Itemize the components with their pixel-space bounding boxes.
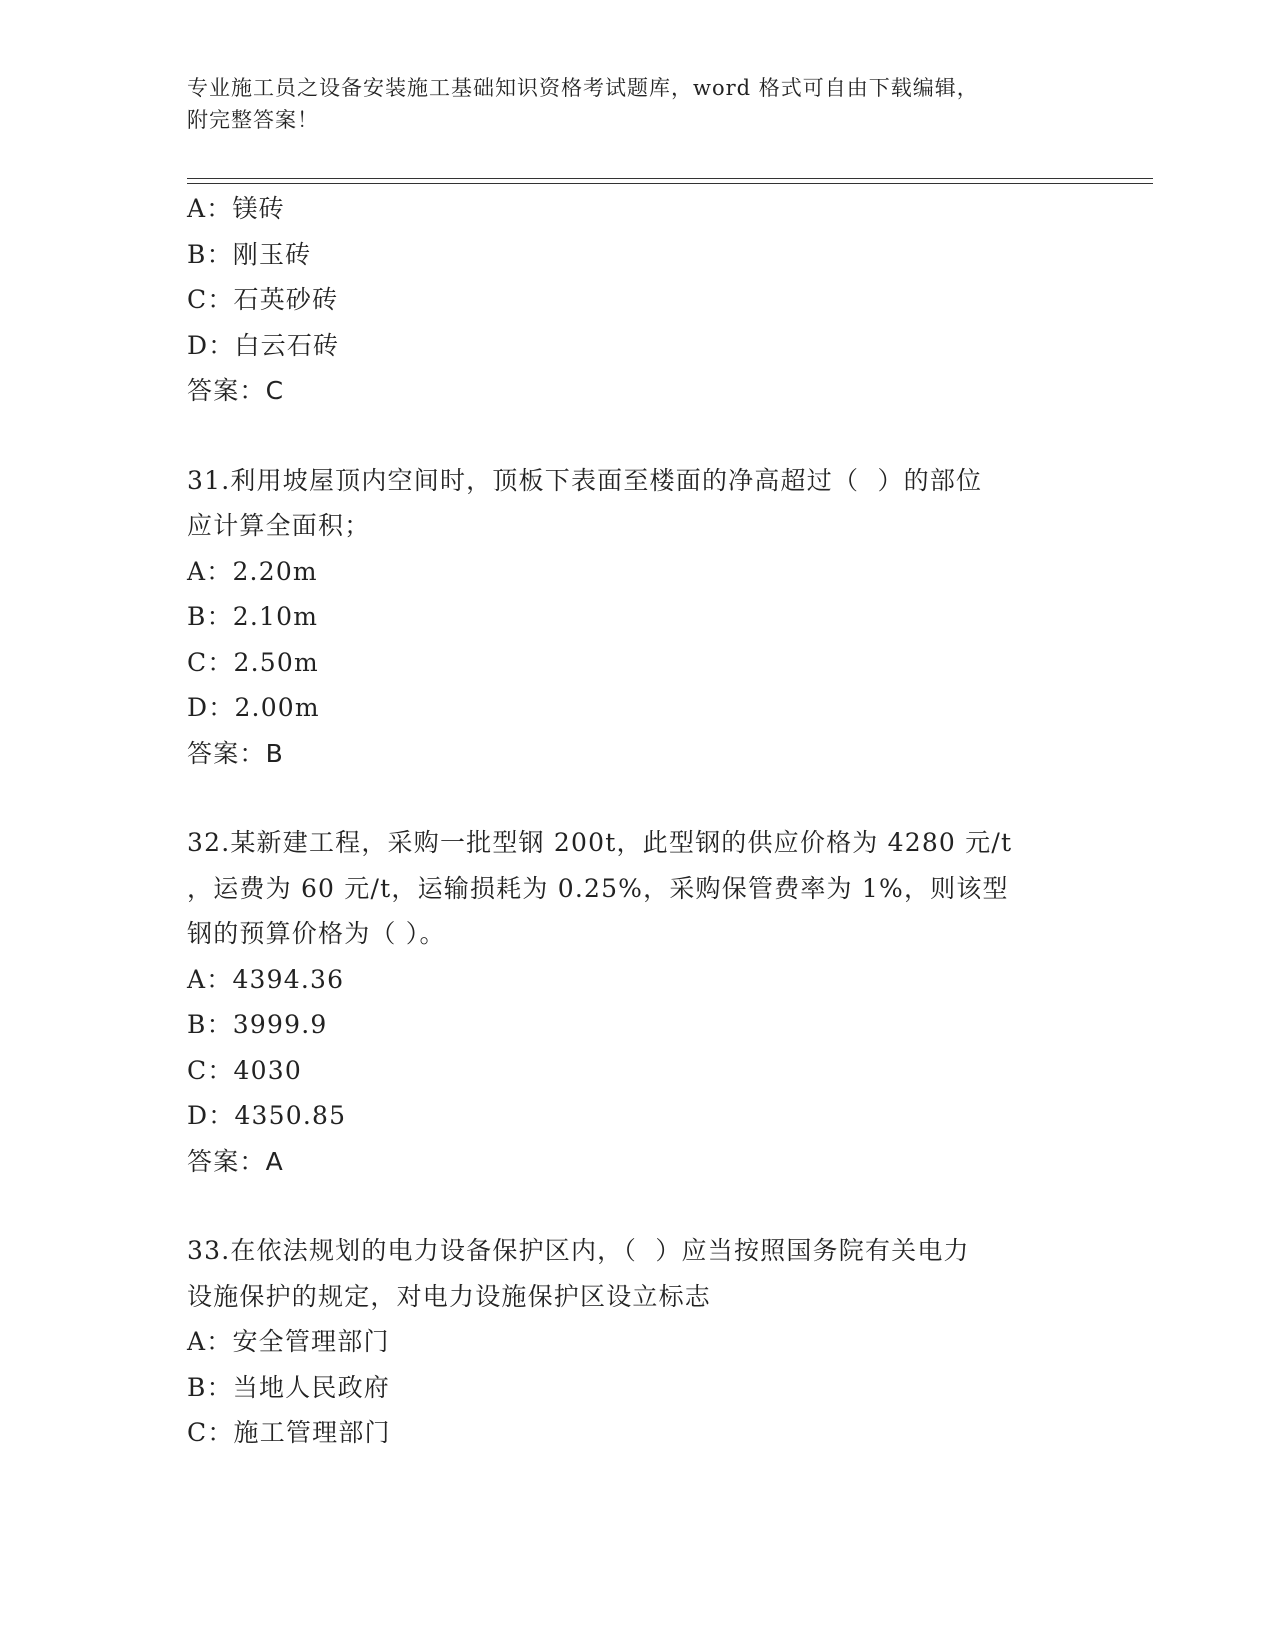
option-b: B：刚玉砖: [187, 239, 312, 269]
question-text-line: 32.某新建工程，采购一批型钢 200t，此型钢的供应价格为 4280 元/t: [187, 828, 1013, 857]
option-c: C：4030: [187, 1055, 302, 1085]
option-a: A：镁砖: [187, 194, 285, 223]
question-text-line: 33.在依法规划的电力设备保护区内，（ ）应当按照国务院有关电力: [187, 1236, 970, 1265]
option-d: D：4350.85: [187, 1101, 347, 1130]
spacer: [187, 1184, 1087, 1228]
question-text-line: 钢的预算价格为（ ）。: [187, 919, 446, 948]
spacer: [187, 414, 1087, 458]
option-a: A：2.20m: [187, 556, 318, 586]
document-header: [187, 72, 1087, 136]
question-list: [187, 186, 1087, 1456]
question-text-line: 应计算全面积；: [187, 511, 371, 540]
header-divider-top: [187, 178, 1153, 179]
question-31: [187, 458, 1087, 777]
answer-line: 答案：C: [187, 376, 285, 405]
question-33: [187, 1228, 1087, 1456]
question-text-line: ，运费为 60 元/t，运输损耗为 0.25%，采购保管费率为 1%，则该型: [187, 873, 1009, 903]
question-32: [187, 820, 1087, 1184]
option-a: A：安全管理部门: [187, 1327, 390, 1356]
header-line-1: 专业施工员之设备安装施工基础知识资格考试题库，word 格式可自由下载编辑，: [187, 76, 979, 100]
question-text-line: 设施保护的规定，对电力设施保护区设立标志: [187, 1281, 712, 1311]
option-c: C：2.50m: [187, 647, 319, 677]
option-a: A：4394.36: [187, 964, 345, 994]
question-30: [187, 186, 1087, 414]
spacer: [187, 776, 1087, 820]
option-d: D：2.00m: [187, 693, 320, 722]
option-b: B：2.10m: [187, 602, 319, 631]
option-b: B：当地人民政府: [187, 1372, 390, 1402]
header-divider-bottom: [187, 183, 1153, 184]
option-b: B：3999.9: [187, 1010, 328, 1039]
question-text-line: 31.利用坡屋顶内空间时，顶板下表面至楼面的净高超过（ ）的部位: [187, 465, 983, 495]
answer-line: 答案：B: [187, 738, 284, 768]
option-c: C：石英砂砖: [187, 285, 339, 314]
option-d: D：白云石砖: [187, 330, 340, 360]
header-line-2: 附完整答案！: [187, 108, 319, 132]
answer-line: 答案：A: [187, 1146, 284, 1176]
option-c: C：施工管理部门: [187, 1418, 391, 1447]
